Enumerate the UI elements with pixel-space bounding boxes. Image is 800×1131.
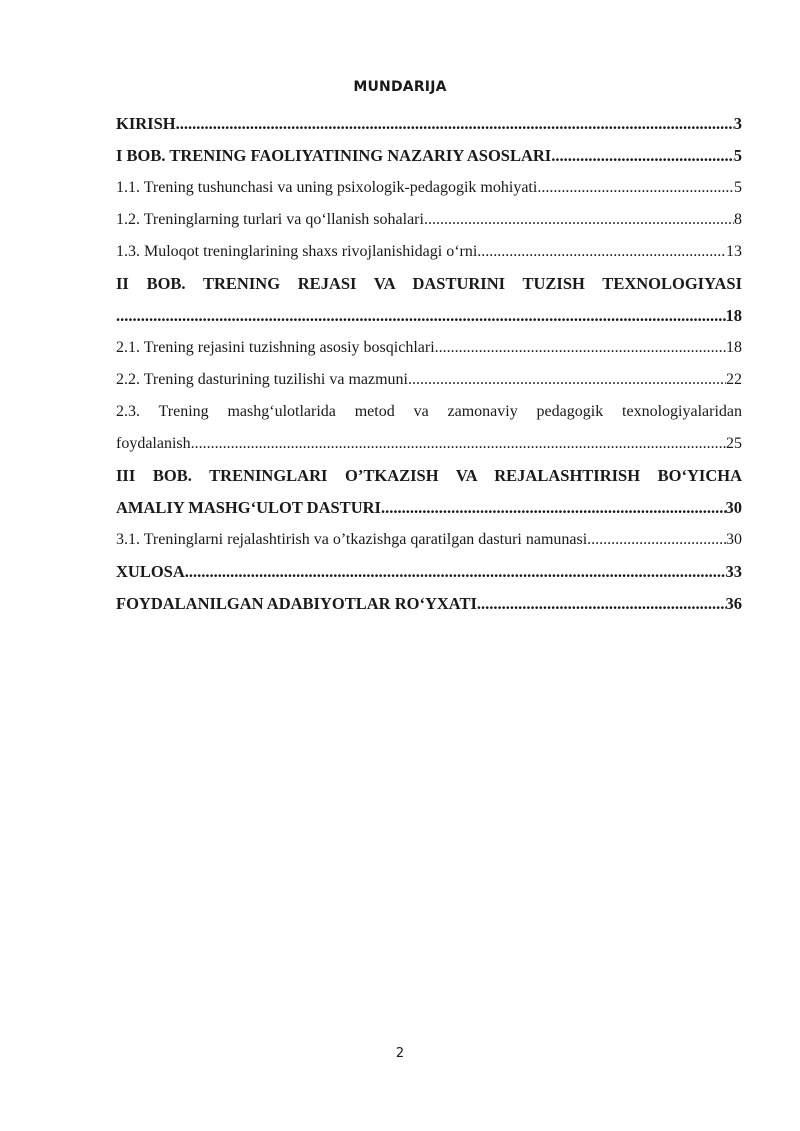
toc-entry-label: KIRISH bbox=[116, 114, 176, 133]
toc-entry-2-1[interactable] bbox=[116, 332, 742, 364]
toc-leader-dots bbox=[381, 492, 726, 524]
toc-leader-dots bbox=[185, 556, 726, 588]
toc-entry-label: XULOSA bbox=[116, 562, 185, 581]
toc-leader-dots bbox=[435, 332, 726, 364]
toc-leader-dots bbox=[477, 588, 726, 620]
toc-entry-bob1[interactable] bbox=[116, 140, 742, 172]
toc-entry-bob2[interactable] bbox=[116, 268, 742, 332]
toc-page-number: 18 bbox=[725, 306, 742, 325]
toc-entry-2-2[interactable] bbox=[116, 364, 742, 396]
toc-entry-1-1[interactable] bbox=[116, 172, 742, 204]
toc-page-number: 25 bbox=[726, 435, 742, 452]
toc-entry-label: 1.3. Muloqot treninglarining shaxs rivojlanishidagi o‘rni bbox=[116, 243, 478, 260]
toc-leader-dots bbox=[537, 172, 734, 204]
toc-entry-label-continued: foydalanish bbox=[116, 435, 191, 452]
toc-leader-dots bbox=[176, 108, 734, 140]
toc-entry-label: 1.2. Treninglarning turlari va qo‘llanish sohalari bbox=[116, 211, 424, 228]
toc-entry-label: I BOB. TRENING FAOLIYATINING NAZARIY ASOSLARI bbox=[116, 146, 552, 165]
page-title: MUNDARIJA bbox=[353, 79, 447, 95]
toc-entry-label-continued: AMALIY MASHG‘ULOT DASTURI bbox=[116, 498, 381, 517]
toc-page-number: 30 bbox=[725, 498, 742, 517]
toc-entry-label: FOYDALANILGAN ADABIYOTLAR RO‘YXATI bbox=[116, 594, 477, 613]
toc-entry-1-2[interactable] bbox=[116, 204, 742, 236]
toc-page-number: 18 bbox=[726, 339, 742, 356]
toc-page-number: 8 bbox=[734, 211, 742, 228]
toc-page-number: 13 bbox=[726, 243, 742, 260]
toc-leader-dots bbox=[587, 524, 726, 556]
toc-entry-kirish[interactable] bbox=[116, 108, 742, 140]
toc-page-number: 36 bbox=[725, 594, 742, 613]
toc-leader-dots bbox=[116, 300, 726, 332]
toc-entry-bob3[interactable] bbox=[116, 460, 742, 524]
toc-leader-dots bbox=[191, 428, 726, 460]
toc-entry-label: 2.1. Trening rejasini tuzishning asosiy bosqichlari bbox=[116, 339, 435, 356]
toc-entry-label: 2.3. Trening mashg‘ulotlarida metod va zamonaviy pedagogik texnologiyalaridan bbox=[116, 403, 742, 420]
toc-page-number: 5 bbox=[733, 146, 742, 165]
toc-page-number: 33 bbox=[725, 562, 742, 581]
toc-entry-label: II BOB. TRENING REJASI VA DASTURINI TUZISH TEXNOLOGIYASI bbox=[116, 274, 742, 293]
toc-entry-label: 2.2. Trening dasturining tuzilishi va mazmuni bbox=[116, 371, 408, 388]
toc-entry-label: 3.1. Treninglarni rejalashtirish va o’tkazishga qaratilgan dasturi namunasi bbox=[116, 531, 588, 548]
table-of-contents bbox=[116, 108, 742, 620]
toc-entry-adabiyotlar[interactable] bbox=[116, 588, 742, 620]
toc-page-number: 22 bbox=[726, 371, 742, 388]
toc-leader-dots bbox=[551, 140, 734, 172]
toc-page-number: 30 bbox=[726, 531, 742, 548]
toc-leader-dots bbox=[408, 364, 726, 396]
toc-entry-2-3[interactable] bbox=[116, 396, 742, 460]
toc-entry-xulosa[interactable] bbox=[116, 556, 742, 588]
toc-entry-label: 1.1. Trening tushunchasi va uning psixologik-pedagogik mohiyati bbox=[116, 179, 538, 196]
toc-entry-label: III BOB. TRENINGLARI O’TKAZISH VA REJALASHTIRISH BO‘YICHA bbox=[116, 466, 742, 485]
toc-leader-dots bbox=[477, 236, 726, 268]
page-number: 2 bbox=[395, 1046, 405, 1061]
toc-page-number: 5 bbox=[734, 179, 742, 196]
toc-entry-1-3[interactable] bbox=[116, 236, 742, 268]
toc-entry-3-1[interactable] bbox=[116, 524, 742, 556]
toc-page-number: 3 bbox=[733, 114, 742, 133]
toc-leader-dots bbox=[424, 204, 734, 236]
